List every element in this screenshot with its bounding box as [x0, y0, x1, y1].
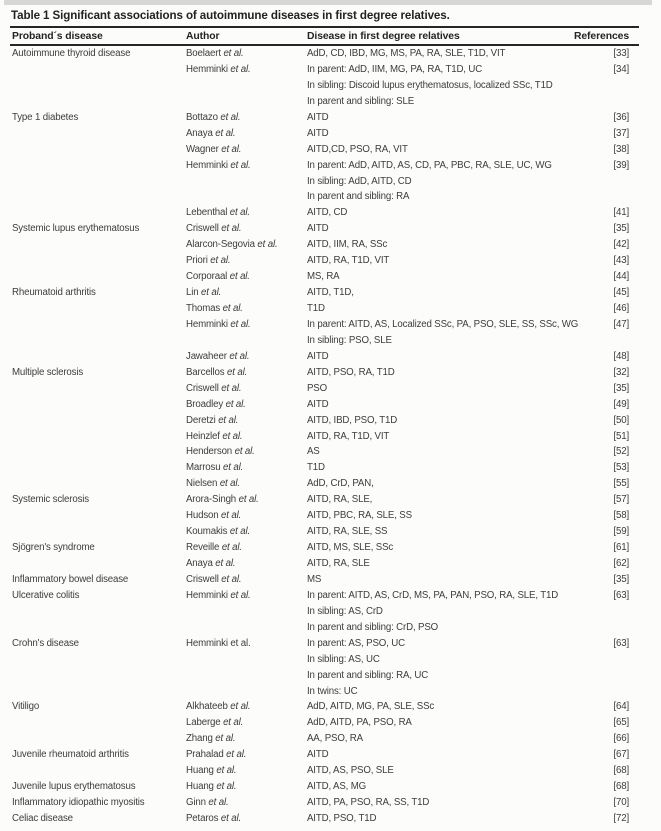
- author-cell: [186, 763, 307, 779]
- author-etal: et al.: [218, 414, 239, 426]
- reference-cell: [35]: [613, 223, 629, 235]
- relative-disease-cell: In twins: UC: [307, 685, 358, 697]
- relative-disease-cell: AITD, RA, T1D, VIT: [307, 430, 390, 442]
- reference-cell: [51]: [613, 430, 629, 442]
- table-row: [12, 556, 629, 572]
- table-row: [12, 476, 629, 492]
- proband-disease-cell: Type 1 diabetes: [12, 111, 79, 123]
- relative-disease-cell: AITD, MS, SLE, SSc: [307, 542, 394, 554]
- proband-disease-cell: Systemic sclerosis: [12, 494, 89, 506]
- reference-cell: [65]: [613, 717, 629, 729]
- author-etal: et al.: [230, 159, 251, 171]
- author-etal: et al.: [220, 813, 241, 824]
- relative-disease-cell: AdD, AITD, PA, PSO, RA: [307, 717, 412, 729]
- author-cell: [186, 221, 307, 237]
- author-name: Reveille: [186, 542, 220, 554]
- relative-disease-cell: AITD, AS, PSO, SLE: [307, 765, 394, 777]
- author-cell: [186, 317, 307, 333]
- relative-disease-cell: In sibling: AS, CrD: [307, 605, 383, 617]
- relative-disease-cell: In parent: AITD, AS, Localized SSc, PA, PSO, SLE, SS, SSc, WG: [307, 318, 579, 330]
- reference-cell: [57]: [613, 494, 629, 506]
- table-row: [12, 110, 629, 126]
- relative-disease-cell: MS: [307, 573, 322, 585]
- table-row: [12, 684, 629, 700]
- relative-disease-cell: In sibling: PSO, SLE: [307, 334, 392, 346]
- author-etal: et al.: [257, 239, 278, 251]
- proband-disease-cell: Juvenile lupus erythematosus: [12, 781, 136, 793]
- table-row: [12, 572, 629, 588]
- table-row: [12, 795, 629, 811]
- reference-cell: [32]: [613, 366, 629, 378]
- relative-disease-cell: AITD: [307, 223, 329, 235]
- relative-disease-cell: AdD, AITD, MG, PA, SLE, SSc: [307, 701, 435, 713]
- proband-disease-cell: Systemic lupus erythematosus: [12, 223, 140, 235]
- author-cell: [186, 46, 307, 62]
- proband-disease-cell: Celiac disease: [12, 813, 73, 824]
- author-cell: [186, 795, 307, 811]
- reference-cell: [67]: [613, 749, 629, 761]
- author-etal: et al.: [221, 542, 242, 554]
- author-cell: [186, 699, 307, 715]
- author-etal: et al.: [215, 558, 236, 569]
- table-row: [12, 652, 629, 668]
- reference-cell: [66]: [613, 733, 629, 745]
- author-cell: [186, 126, 307, 142]
- author-etal: et al.: [221, 223, 242, 235]
- table-row: [12, 301, 629, 317]
- reference-cell: [58]: [613, 510, 629, 522]
- author-etal: et al.: [221, 143, 242, 155]
- author-etal: et al.: [225, 398, 246, 410]
- relative-disease-cell: In parent and sibling: RA, UC: [307, 669, 429, 681]
- table-row: [12, 333, 629, 349]
- author-name: Hudson: [186, 510, 219, 522]
- reference-cell: [45]: [613, 287, 629, 299]
- author-name: Criswell: [186, 382, 219, 394]
- table-row: [12, 540, 629, 556]
- table-row: [12, 317, 629, 333]
- table-title: Table 1 Significant associations of autoimmune diseases in first degree relatives.: [11, 9, 450, 22]
- author-etal: et al.: [223, 717, 244, 729]
- scan-artifact-strip: [4, 0, 652, 5]
- author-name: Marrosu: [186, 462, 221, 474]
- reference-cell: [68]: [613, 781, 629, 793]
- proband-disease-cell: Rheumatoid arthritis: [12, 287, 96, 299]
- author-etal: et al.: [229, 526, 250, 538]
- author-etal: et al.: [222, 303, 243, 314]
- table-row: [12, 62, 629, 78]
- author-name: Hemminki: [186, 637, 228, 649]
- proband-disease-cell: Autoimmune thyroid disease: [12, 48, 131, 59]
- table-row: [12, 492, 629, 508]
- author-cell: [186, 731, 307, 747]
- table-row: [12, 269, 629, 285]
- relative-disease-cell: T1D: [307, 462, 325, 474]
- author-etal: et al.: [208, 797, 229, 809]
- reference-cell: [50]: [613, 414, 629, 426]
- author-cell: [186, 572, 307, 588]
- author-name: Hemminki: [186, 63, 228, 75]
- reference-cell: [38]: [613, 143, 629, 155]
- reference-cell: [49]: [613, 398, 629, 410]
- reference-cell: [37]: [613, 127, 629, 139]
- reference-cell: [44]: [613, 271, 629, 283]
- author-name: Criswell: [186, 573, 219, 585]
- relative-disease-cell: AITD: [307, 749, 329, 761]
- author-name: Wagner: [186, 143, 219, 155]
- author-name: Boelaert: [186, 48, 221, 59]
- author-cell: [186, 588, 307, 604]
- relative-disease-cell: In sibling: Discoid lupus erythematosus, localized SSc, T1D: [307, 79, 553, 91]
- table-row: [12, 174, 629, 190]
- author-cell: [186, 715, 307, 731]
- author-cell: [186, 301, 307, 317]
- reference-cell: [53]: [613, 462, 629, 474]
- author-cell: [186, 524, 307, 540]
- table-row: [12, 636, 629, 652]
- proband-disease-cell: Multiple sclerosis: [12, 366, 84, 378]
- author-cell: [186, 397, 307, 413]
- table-header-row: [12, 29, 629, 43]
- author-etal: et al.: [221, 573, 242, 585]
- reference-cell: [43]: [613, 255, 629, 267]
- reference-cell: [36]: [613, 111, 629, 123]
- proband-disease-cell: Crohn's disease: [12, 637, 79, 649]
- relative-disease-cell: PSO: [307, 382, 328, 394]
- relative-disease-cell: AITD, PBC, RA, SLE, SS: [307, 510, 412, 522]
- proband-disease-cell: Inflammatory bowel disease: [12, 573, 129, 585]
- author-cell: [186, 476, 307, 492]
- table-row: [12, 524, 629, 540]
- table-row: [12, 221, 629, 237]
- reference-cell: [70]: [613, 797, 629, 809]
- author-etal: et al.: [238, 494, 259, 506]
- author-cell: [186, 429, 307, 445]
- author-cell: [186, 556, 307, 572]
- proband-disease-cell: Vitiligo: [12, 701, 40, 713]
- author-etal: et al.: [201, 287, 222, 299]
- table-row: [12, 381, 629, 397]
- author-name: Jawaheer: [186, 350, 227, 362]
- table-row: [12, 158, 629, 174]
- proband-disease-cell: Sjögren's syndrome: [12, 542, 95, 554]
- reference-cell: [47]: [613, 318, 629, 330]
- relative-disease-cell: AITD, PSO, RA, T1D: [307, 366, 395, 378]
- relative-disease-cell: T1D: [307, 303, 325, 314]
- author-etal: et al.: [230, 637, 251, 649]
- author-etal: et al.: [215, 127, 236, 139]
- reference-cell: [41]: [613, 207, 629, 219]
- table-row: [12, 811, 629, 827]
- table-row: [12, 779, 629, 795]
- author-etal: et al.: [230, 589, 251, 601]
- author-etal: et al.: [222, 430, 243, 442]
- table-row: [12, 460, 629, 476]
- author-etal: et al.: [226, 749, 247, 761]
- reference-cell: [61]: [613, 542, 629, 554]
- author-etal: et al.: [221, 382, 242, 394]
- proband-disease-cell: Juvenile rheumatoid arthritis: [12, 749, 129, 761]
- table-row: [12, 189, 629, 205]
- author-cell: [186, 365, 307, 381]
- author-etal: et al.: [216, 765, 237, 777]
- relative-disease-cell: AITD, IIM, RA, SSc: [307, 239, 388, 251]
- author-etal: et al.: [230, 701, 251, 713]
- relative-disease-cell: In parent and sibling: RA: [307, 191, 410, 203]
- author-cell: [186, 142, 307, 158]
- proband-disease-cell: Inflammatory idiopathic myositis: [12, 797, 145, 809]
- author-name: Zhang: [186, 733, 213, 745]
- author-name: Priori: [186, 255, 208, 267]
- author-etal: et al.: [227, 366, 248, 378]
- relative-disease-cell: In parent: AITD, AS, CrD, MS, PA, PAN, PSO, RA, SLE, T1D: [307, 589, 559, 601]
- author-name: Lin: [186, 287, 199, 299]
- author-name: Thomas: [186, 303, 221, 314]
- author-cell: [186, 413, 307, 429]
- table-row: [12, 253, 629, 269]
- author-etal: et al.: [221, 510, 242, 522]
- author-etal: et al.: [223, 48, 244, 59]
- table-row: [12, 349, 629, 365]
- author-name: Hemminki: [186, 159, 228, 171]
- author-name: Petaros: [186, 813, 219, 824]
- author-etal: et al.: [210, 255, 231, 267]
- relative-disease-cell: In parent and sibling: SLE: [307, 95, 415, 107]
- author-cell: [186, 636, 307, 652]
- author-name: Huang: [186, 765, 214, 777]
- author-name: Hemminki: [186, 318, 228, 330]
- author-name: Lebenthal: [186, 207, 228, 219]
- table-row: [12, 78, 629, 94]
- relative-disease-cell: AITD, RA, SLE,: [307, 494, 373, 506]
- reference-cell: [42]: [613, 239, 629, 251]
- table-row: [12, 444, 629, 460]
- author-cell: [186, 492, 307, 508]
- table-row: [12, 763, 629, 779]
- author-cell: [186, 237, 307, 253]
- relative-disease-cell: AITD, PA, PSO, RA, SS, T1D: [307, 797, 430, 809]
- reference-cell: [72]: [613, 813, 629, 824]
- table-row: [12, 715, 629, 731]
- author-cell: [186, 110, 307, 126]
- relative-disease-cell: In parent: AdD, AITD, AS, CD, PA, PBC, RA, SLE, UC, WG: [307, 159, 552, 171]
- col-header-disease-in-relatives: Disease in first degree relatives: [307, 30, 460, 42]
- author-name: Huang: [186, 781, 214, 793]
- author-name: Heinzlef: [186, 430, 220, 442]
- col-header-references: References: [573, 30, 629, 42]
- relative-disease-cell: AITD, PSO, T1D: [307, 813, 377, 824]
- table-row: [12, 397, 629, 413]
- author-etal: et al.: [229, 350, 250, 362]
- relative-disease-cell: In parent and sibling: CrD, PSO: [307, 621, 439, 633]
- table-row: [12, 668, 629, 684]
- author-name: Anaya: [186, 558, 213, 569]
- author-name: Anaya: [186, 127, 213, 139]
- author-name: Deretzi: [186, 414, 216, 426]
- table-row: [12, 731, 629, 747]
- relative-disease-cell: AITD, RA, T1D, VIT: [307, 255, 390, 267]
- table-row: [12, 46, 629, 62]
- reference-cell: [35]: [613, 573, 629, 585]
- reference-cell: [46]: [613, 303, 629, 314]
- table-row: [12, 142, 629, 158]
- author-etal: et al.: [229, 207, 250, 219]
- reference-cell: [52]: [613, 446, 629, 458]
- author-name: Koumakis: [186, 526, 228, 538]
- relative-disease-cell: In sibling: AdD, AITD, CD: [307, 175, 412, 187]
- relative-disease-cell: AdD, CrD, PAN,: [307, 478, 374, 490]
- author-cell: [186, 253, 307, 269]
- author-etal: et al.: [229, 271, 250, 283]
- author-etal: et al.: [215, 733, 236, 745]
- table-row: [12, 699, 629, 715]
- author-name: Alarcon-Segovia: [186, 239, 255, 251]
- author-name: Alkhateeb: [186, 701, 228, 713]
- author-etal: et al.: [230, 318, 251, 330]
- relative-disease-cell: AITD, AS, MG: [307, 781, 367, 793]
- reference-cell: [48]: [613, 350, 629, 362]
- relative-disease-cell: AdD, CD, IBD, MG, MS, PA, RA, SLE, T1D, VIT: [307, 48, 506, 59]
- proband-disease-cell: Ulcerative colitis: [12, 589, 80, 601]
- col-header-proband-disease: Proband´s disease: [12, 30, 103, 42]
- author-etal: et al.: [220, 111, 241, 123]
- author-cell: [186, 285, 307, 301]
- author-etal: et al.: [234, 446, 255, 458]
- relative-disease-cell: AITD: [307, 398, 329, 410]
- table-row: [12, 126, 629, 142]
- author-name: Criswell: [186, 223, 219, 235]
- table-row: [12, 285, 629, 301]
- author-name: Hemminki: [186, 589, 228, 601]
- relative-disease-cell: AITD: [307, 350, 329, 362]
- table-row: [12, 205, 629, 221]
- relative-disease-cell: In sibling: AS, UC: [307, 653, 380, 665]
- reference-cell: [62]: [613, 558, 629, 569]
- author-cell: [186, 62, 307, 78]
- author-name: Laberge: [186, 717, 221, 729]
- reference-cell: [35]: [613, 382, 629, 394]
- reference-cell: [64]: [613, 701, 629, 713]
- author-name: Prahalad: [186, 749, 224, 761]
- author-name: Corporaal: [186, 271, 228, 283]
- reference-cell: [59]: [613, 526, 629, 538]
- relative-disease-cell: AITD,CD, PSO, RA, VIT: [307, 143, 408, 155]
- table-row: [12, 365, 629, 381]
- author-cell: [186, 779, 307, 795]
- author-cell: [186, 444, 307, 460]
- author-etal: et al.: [223, 462, 244, 474]
- relative-disease-cell: AA, PSO, RA: [307, 733, 363, 745]
- author-name: Ginn: [186, 797, 206, 809]
- author-etal: et al.: [216, 781, 237, 793]
- relative-disease-cell: AITD, RA, SLE: [307, 558, 370, 569]
- reference-cell: [63]: [613, 589, 629, 601]
- author-name: Barcellos: [186, 366, 225, 378]
- author-cell: [186, 540, 307, 556]
- table-row: [12, 94, 629, 110]
- author-name: Bottazo: [186, 111, 218, 123]
- reference-cell: [55]: [613, 478, 629, 490]
- relative-disease-cell: AITD: [307, 127, 329, 139]
- table-row: [12, 604, 629, 620]
- author-name: Broadley: [186, 398, 224, 410]
- table-row: [12, 620, 629, 636]
- author-name: Henderson: [186, 446, 233, 458]
- author-cell: [186, 508, 307, 524]
- author-cell: [186, 381, 307, 397]
- relative-disease-cell: MS, RA: [307, 271, 340, 283]
- table-row: [12, 237, 629, 253]
- author-etal: et al.: [230, 63, 251, 75]
- reference-cell: [68]: [613, 765, 629, 777]
- relative-disease-cell: AITD, CD: [307, 207, 348, 219]
- author-etal: et al.: [219, 478, 240, 490]
- author-cell: [186, 269, 307, 285]
- relative-disease-cell: In parent: AdD, IIM, MG, PA, RA, T1D, UC: [307, 63, 483, 75]
- table-row: [12, 413, 629, 429]
- author-cell: [186, 747, 307, 763]
- author-cell: [186, 205, 307, 221]
- author-cell: [186, 158, 307, 174]
- relative-disease-cell: AITD, T1D,: [307, 287, 354, 299]
- table-row: [12, 429, 629, 445]
- reference-cell: [39]: [613, 159, 629, 171]
- table-row: [12, 588, 629, 604]
- reference-cell: [33]: [613, 48, 629, 59]
- author-cell: [186, 811, 307, 827]
- author-cell: [186, 349, 307, 365]
- relative-disease-cell: AITD, IBD, PSO, T1D: [307, 414, 398, 426]
- table-body: [12, 46, 629, 827]
- author-cell: [186, 460, 307, 476]
- relative-disease-cell: AITD, RA, SLE, SS: [307, 526, 388, 538]
- relative-disease-cell: In parent: AS, PSO, UC: [307, 637, 405, 649]
- author-name: Nielsen: [186, 478, 218, 490]
- relative-disease-cell: AITD: [307, 111, 329, 123]
- author-name: Arora-Singh: [186, 494, 237, 506]
- reference-cell: [63]: [613, 637, 629, 649]
- table-row: [12, 747, 629, 763]
- col-header-author: Author: [186, 30, 220, 42]
- header-top-rule: [10, 26, 639, 28]
- reference-cell: [34]: [613, 63, 629, 75]
- table-row: [12, 508, 629, 524]
- relative-disease-cell: AS: [307, 446, 320, 458]
